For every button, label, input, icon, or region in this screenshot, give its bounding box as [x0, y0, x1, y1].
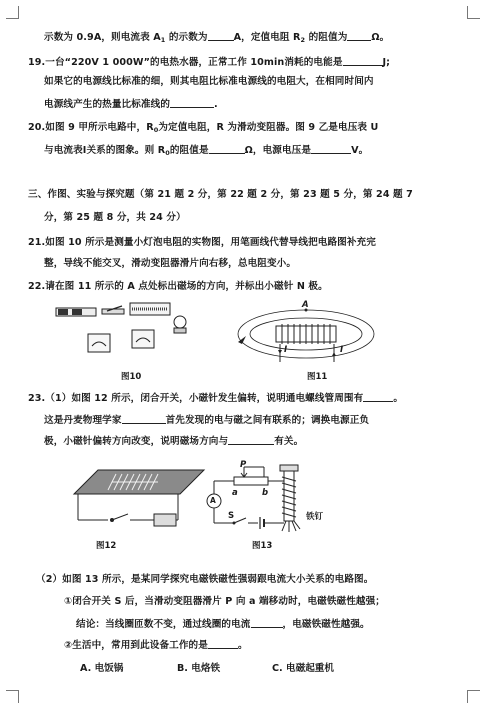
q23-2-blank-1[interactable]: [251, 617, 283, 628]
solenoid: [276, 324, 336, 344]
corner-mark-top-right: [467, 6, 480, 19]
q19-line-1: [28, 55, 390, 69]
q20-blank-2[interactable]: [311, 143, 351, 154]
figure-13-nail-label: 铁钉: [306, 512, 324, 522]
figure-13-a-label: a: [232, 488, 238, 498]
figure-12-drawing: [68, 460, 208, 530]
electromagnet: [280, 465, 298, 521]
q18-blank-2[interactable]: [347, 30, 371, 41]
figure-13-s-label: S: [228, 511, 235, 521]
figure-13-ammeter-label: A: [210, 496, 216, 505]
q23-line-1: [28, 391, 403, 405]
q23-blank-3[interactable]: [228, 434, 274, 445]
q23-2-sub-2a: 结论：当线圈匝数不变，通过线圈的电流: [76, 619, 251, 630]
q20-line-1-sub: 0: [153, 126, 159, 134]
switch-lever: [112, 514, 128, 520]
q23-2-sub-2b: ，电磁铁磁性越强。: [282, 619, 370, 630]
q18-blank-1[interactable]: [208, 30, 234, 41]
q23-2-sub-2: [76, 617, 370, 631]
q20-line-2-sub: 0: [165, 149, 170, 157]
q23-line-2: [44, 413, 369, 427]
q19-blank-1[interactable]: [343, 55, 383, 66]
figure-13-b-label: b: [262, 488, 269, 498]
q19-line-1a: 19.一台“220V 1 000W”的电热水器，正常工作 10min消耗的电能是: [28, 57, 343, 68]
q20-line-2d: V。: [351, 145, 369, 156]
figure-11-point-label: A: [302, 300, 309, 310]
figure-13-label: 图13: [252, 541, 273, 551]
q23-2-sub-3: [64, 638, 248, 652]
figure-12-label: 图12: [96, 541, 117, 551]
section3-line-2: 分，第 25 题 8 分，共 24 分）: [44, 212, 186, 223]
q19-line-1b: J;: [382, 57, 391, 68]
q21-line-2: 整，导线不能交叉，滑动变阻器滑片向右移，总电阻变小。: [44, 258, 297, 269]
figure-11-label: 图11: [307, 372, 328, 382]
q23-2-sub-3a: ②生活中，常用到此设备工作的是: [64, 640, 208, 651]
q18-tail-line: [44, 30, 389, 44]
q20-line-2b: 的阻值是: [169, 145, 209, 156]
q18-text-2: 的示数为: [165, 32, 208, 43]
q18-text-5: Ω。: [371, 32, 390, 43]
corner-mark-bottom-right: [467, 690, 480, 703]
figure-13-p-label: P: [240, 460, 247, 470]
q22-line: 22.请在图 11 所示的 A 点处标出磁场的方向，并标出小磁针 N 极。: [28, 281, 328, 292]
compass-needle: [238, 336, 246, 344]
q23-2-blank-2[interactable]: [208, 638, 238, 649]
q20-line-2: [44, 143, 368, 157]
figure-11-current-left: I: [284, 345, 288, 355]
q19-line-3-text: 电源线产生的热量比标准线的: [44, 99, 171, 110]
figure-11-current-right: I: [340, 345, 344, 355]
battery: [154, 514, 176, 526]
switch: [102, 309, 124, 314]
q23-line-2b: 首先发现的电与磁之间有联系的；调换电源正负: [165, 415, 370, 426]
section3-line-1: 三、作图、实验与探究题（第 21 题 2 分，第 22 题 2 分，第 23 题 5 分，第 24 题 7: [28, 189, 413, 200]
switch-s: [234, 518, 246, 523]
q20-line-2a: 与电流表Ⅰ关系的图象。则 R: [44, 145, 166, 156]
q23-2-sub-3b: 。: [237, 640, 248, 651]
q20-line-1: [28, 122, 378, 134]
q18-text-1: 示数为 0.9A，则电流表 A: [44, 32, 161, 43]
lamp: [174, 316, 186, 328]
q18-text-4: 的阻值为: [305, 32, 348, 43]
ammeter: [132, 330, 154, 348]
q20-blank-1[interactable]: [209, 143, 245, 154]
q23-blank-2[interactable]: [122, 413, 166, 424]
rheostat: [234, 477, 268, 485]
q23-2-title: （2）如图 13 所示，是某同学探究电磁铁磁性强弱跟电流大小关系的电路图。: [36, 574, 374, 585]
q23-blank-1[interactable]: [363, 391, 393, 402]
q19-blank-2[interactable]: [170, 97, 214, 108]
q19-line-2: 如果它的电源线比标准的细，则其电阻比标准电源线的电阻大，在相同时间内: [44, 76, 374, 87]
corner-mark-bottom-left: [6, 690, 19, 703]
option-c[interactable]: C. 电磁起重机: [272, 663, 334, 674]
iron-pins: [282, 521, 300, 532]
q23-line-1b: 。: [393, 393, 404, 404]
option-b[interactable]: B. 电烙铁: [177, 663, 221, 674]
q23-line-2a: 这是丹麦物理学家: [44, 415, 122, 426]
figure-10-label: 图10: [121, 372, 142, 382]
q23-2-sub-1: ①闭合开关 S 后，当滑动变阻器滑片 P 向 a 端移动时，电磁铁磁性越强；: [64, 596, 386, 607]
q18-sub-1: 1: [160, 36, 166, 44]
voltmeter: [88, 334, 110, 352]
q23-line-3: [44, 434, 303, 448]
option-a[interactable]: A. 电饭锅: [80, 663, 124, 674]
q23-line-1a: 23.（1）如图 12 所示，闭合开关，小磁针发生偏转，说明通电螺线管周围有: [28, 393, 364, 404]
q18-text-3: A，定值电阻 R: [233, 32, 301, 43]
q21-line-1: 21.如图 10 所示是测量小灯泡电阻的实物图，用笔画线代替导线把电路图补充完: [28, 237, 376, 248]
q20-line-1b: 为定值电阻，R 为滑动变阻器。图 9 乙是电压表 U: [158, 122, 379, 133]
q20-line-1a: 20.如图 9 甲所示电路中，R: [28, 122, 154, 133]
corner-mark-top-left: [6, 6, 19, 19]
q23-line-3a: 极，小磁针偏转方向改变，说明磁场方向与: [44, 436, 229, 447]
q19-line-3: 电源线产生的热量比标准线的 .: [44, 99, 218, 110]
q20-line-2c: Ω，电源电压是: [244, 145, 312, 156]
figure-10-drawing: [52, 300, 192, 360]
q18-sub-2: 2: [300, 36, 306, 44]
q23-line-3b: 有关。: [274, 436, 304, 447]
figure-13-drawing: [204, 463, 324, 533]
